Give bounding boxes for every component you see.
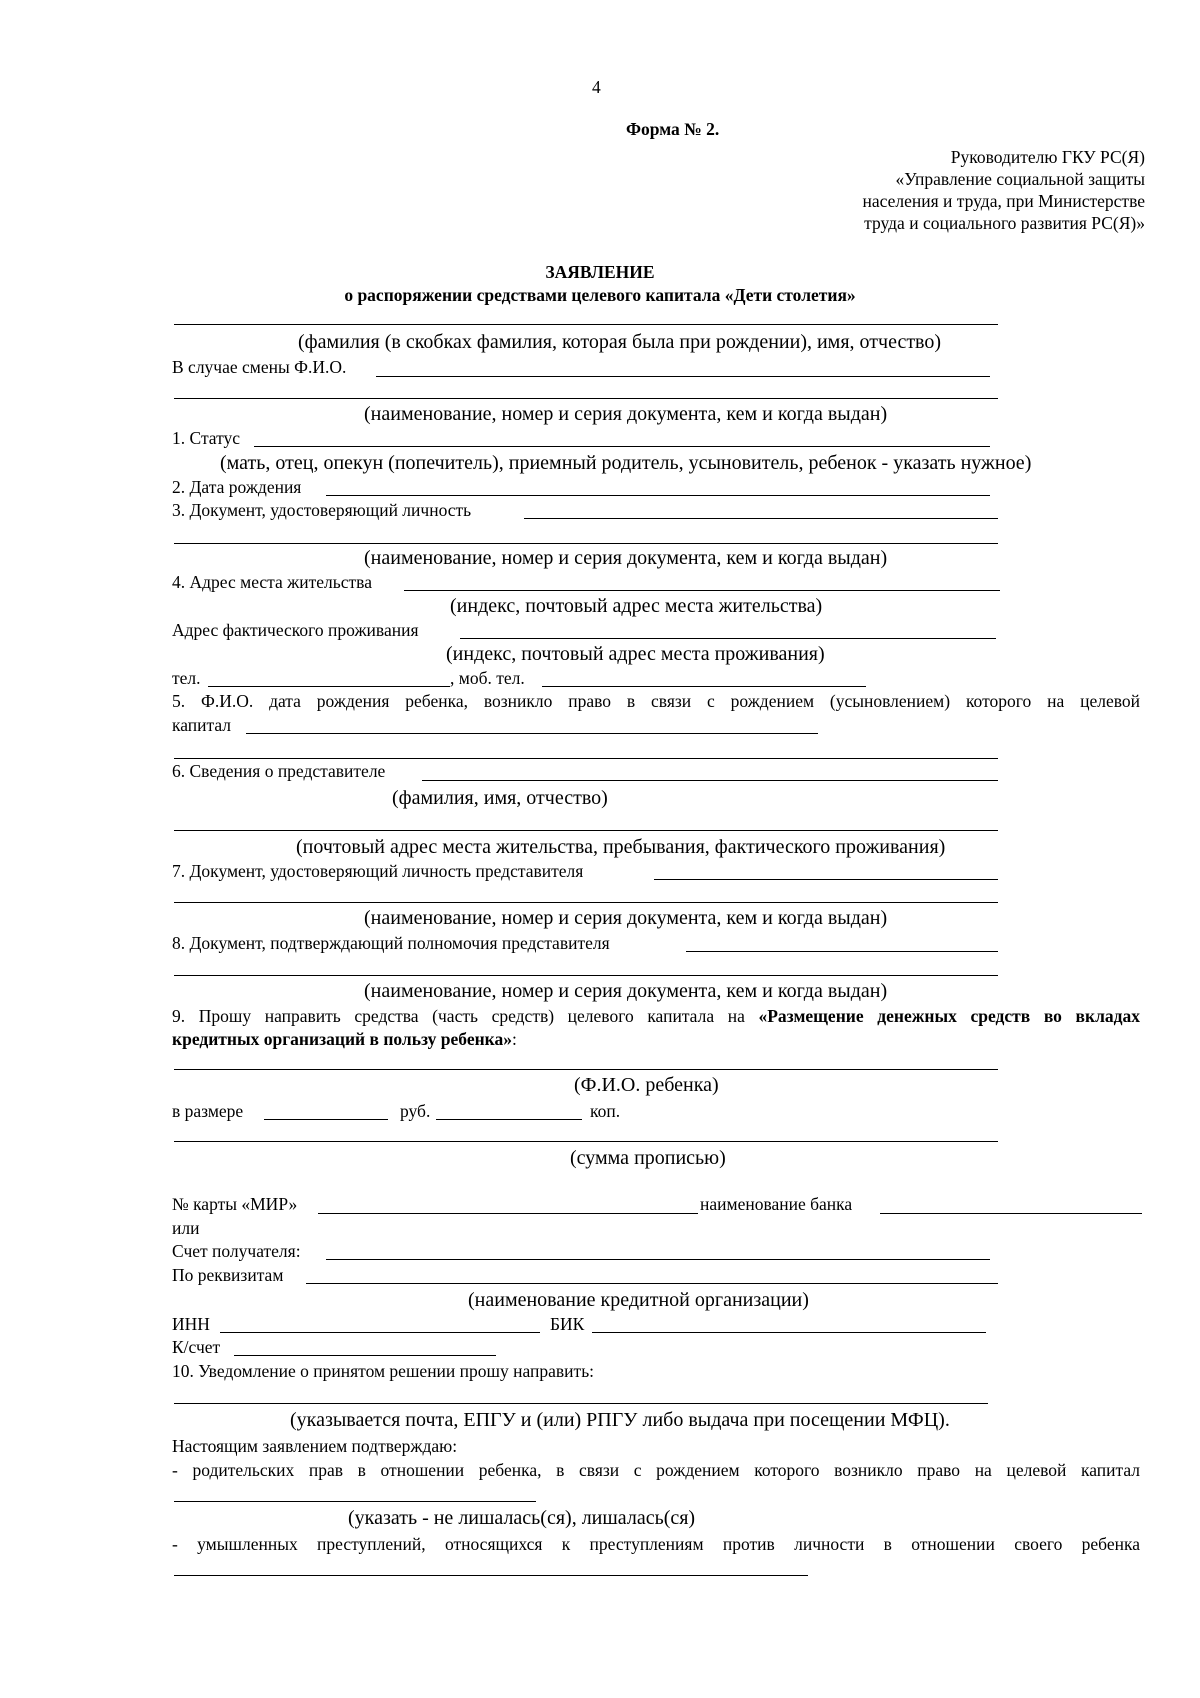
ks-line[interactable] bbox=[234, 1355, 496, 1356]
change-fio-line[interactable] bbox=[376, 376, 990, 377]
change-fio-label: В случае смены Ф.И.О. bbox=[172, 357, 347, 377]
addressee-line: «Управление социальной защиты bbox=[895, 169, 1145, 189]
document-title: ЗАЯВЛЕНИЕ bbox=[545, 262, 655, 282]
status-line[interactable] bbox=[254, 446, 990, 447]
rub-label: руб. bbox=[400, 1101, 431, 1121]
bank-name-line[interactable] bbox=[880, 1213, 1142, 1214]
confirm-label: Настоящим заявлением подтверждаю: bbox=[172, 1436, 458, 1456]
parental-rights-line[interactable] bbox=[174, 1501, 536, 1502]
addressee-line: труда и социального развития РС(Я)» bbox=[864, 213, 1145, 233]
hint-amount-words: (сумма прописью) bbox=[570, 1147, 726, 1169]
rep-power-line-2[interactable] bbox=[174, 975, 998, 976]
page-number: 4 bbox=[592, 77, 601, 97]
hint-doc: (наименование, номер и серия документа, кем и когда выдан) bbox=[364, 907, 888, 929]
crimes-line[interactable] bbox=[174, 1575, 808, 1576]
addressee-block bbox=[862, 146, 1145, 234]
item5-capital-label: капитал bbox=[172, 715, 232, 735]
tel-label: тел. bbox=[172, 668, 201, 688]
item5-text: 5. Ф.И.О. дата рождения ребенка, возникло право в связи с рождением (усыновлением) которого на целевой bbox=[172, 691, 1140, 711]
hint-rep-address: (почтовый адрес места жительства, пребывания, фактического проживания) bbox=[296, 836, 946, 858]
hint-actual-address: (индекс, почтовый адрес места проживания) bbox=[446, 643, 825, 665]
bik-line[interactable] bbox=[592, 1332, 986, 1333]
hint-notify: (указывается почта, ЕПГУ и (или) РПГУ либо выдача при посещении МФЦ). bbox=[290, 1409, 950, 1431]
confirm-crimes: - умышленных преступлений, относящихся к преступлениям против личности в отношении своего ребенка bbox=[172, 1534, 1140, 1554]
item9-suffix: : bbox=[512, 1029, 517, 1049]
rep-address-line[interactable] bbox=[174, 830, 998, 831]
rep-id-line-2[interactable] bbox=[174, 902, 998, 903]
hint-doc: (наименование, номер и серия документа, кем и когда выдан) bbox=[364, 547, 888, 569]
rep-id-label: 7. Документ, удостоверяющий личность представителя bbox=[172, 861, 584, 881]
status-label: 1. Статус bbox=[172, 428, 241, 448]
inn-line[interactable] bbox=[220, 1332, 540, 1333]
rub-amount-line[interactable] bbox=[264, 1119, 388, 1120]
hint-status: (мать, отец, опекун (попечитель), приемный родитель, усыновитель, ребенок - указать нужное) bbox=[220, 452, 1032, 474]
address-line[interactable] bbox=[404, 590, 1000, 591]
document-subtitle: о распоряжении средствами целевого капитала «Дети столетия» bbox=[344, 285, 856, 305]
mob-line[interactable] bbox=[542, 686, 866, 687]
rep-power-line[interactable] bbox=[686, 951, 998, 952]
rep-power-label: 8. Документ, подтверждающий полномочия представителя bbox=[172, 933, 610, 953]
item9-bold-2: кредитных организаций в пользу ребенка» bbox=[172, 1029, 512, 1049]
item9-bold-1: «Размещение денежных средств во вкладах bbox=[758, 1006, 1140, 1026]
hint-fio: (фамилия (в скобках фамилия, которая была при рождении), имя, отчество) bbox=[298, 331, 942, 353]
hint-child-fio: (Ф.И.О. ребенка) bbox=[574, 1074, 719, 1096]
id-doc-line-2[interactable] bbox=[174, 543, 998, 544]
ks-label: К/счет bbox=[172, 1337, 221, 1357]
hint-rep-name: (фамилия, имя, отчество) bbox=[392, 787, 608, 809]
child-line-2[interactable] bbox=[174, 758, 998, 759]
applicant-name-line[interactable] bbox=[174, 324, 998, 325]
rep-info-label: 6. Сведения о представителе bbox=[172, 761, 386, 781]
hint-doc: (наименование, номер и серия документа, кем и когда выдан) bbox=[364, 403, 888, 425]
addressee-line: населения и труда, при Министерстве bbox=[862, 191, 1145, 211]
notify-line[interactable] bbox=[174, 1403, 988, 1404]
requisites-label: По реквизитам bbox=[172, 1265, 284, 1285]
change-fio-line-2[interactable] bbox=[174, 398, 998, 399]
address-label: 4. Адрес места жительства bbox=[172, 572, 372, 592]
item9-line2 bbox=[172, 1028, 517, 1050]
card-label: № карты «МИР» bbox=[172, 1194, 298, 1214]
account-line[interactable] bbox=[326, 1259, 990, 1260]
or-label: или bbox=[172, 1218, 200, 1238]
hint-credit-org: (наименование кредитной организации) bbox=[468, 1289, 809, 1311]
rep-name-line[interactable] bbox=[422, 780, 998, 781]
hint-deprived: (указать - не лишалась(ся), лишалась(ся) bbox=[348, 1507, 696, 1529]
item9-prefix: 9. Прошу направить средства (часть средств) целевого капитала на bbox=[172, 1006, 745, 1026]
confirm-parental: - родительских прав в отношении ребенка, в связи с рождением которого возникло право на целевой капитал bbox=[172, 1460, 1140, 1480]
actual-address-label: Адрес фактического проживания bbox=[172, 620, 419, 640]
form-number: Форма № 2. bbox=[626, 119, 720, 139]
mob-label: , моб. тел. bbox=[450, 668, 525, 688]
requisites-line[interactable] bbox=[306, 1283, 998, 1284]
child-line[interactable] bbox=[246, 733, 818, 734]
item9-line1 bbox=[172, 1005, 1140, 1027]
item10-label: 10. Уведомление о принятом решении прошу направить: bbox=[172, 1361, 595, 1381]
id-doc-line[interactable] bbox=[524, 518, 998, 519]
hint-address: (индекс, почтовый адрес места жительства) bbox=[450, 595, 823, 617]
bik-label: БИК bbox=[550, 1314, 585, 1334]
account-label: Счет получателя: bbox=[172, 1241, 301, 1261]
card-number-line[interactable] bbox=[318, 1213, 698, 1214]
amount-words-line[interactable] bbox=[174, 1141, 998, 1142]
amount-label: в размере bbox=[172, 1101, 244, 1121]
child-fio-line[interactable] bbox=[174, 1069, 998, 1070]
birth-date-label: 2. Дата рождения bbox=[172, 477, 302, 497]
id-doc-label: 3. Документ, удостоверяющий личность bbox=[172, 500, 472, 520]
rep-id-line[interactable] bbox=[654, 879, 998, 880]
birth-date-line[interactable] bbox=[326, 495, 990, 496]
actual-address-line[interactable] bbox=[460, 638, 996, 639]
tel-line[interactable] bbox=[208, 686, 450, 687]
hint-doc: (наименование, номер и серия документа, кем и когда выдан) bbox=[364, 980, 888, 1002]
inn-label: ИНН bbox=[172, 1314, 210, 1334]
addressee-line: Руководителю ГКУ РС(Я) bbox=[950, 147, 1145, 167]
bank-name-label: наименование банка bbox=[700, 1194, 853, 1214]
kop-label: коп. bbox=[590, 1101, 621, 1121]
kop-amount-line[interactable] bbox=[436, 1119, 582, 1120]
